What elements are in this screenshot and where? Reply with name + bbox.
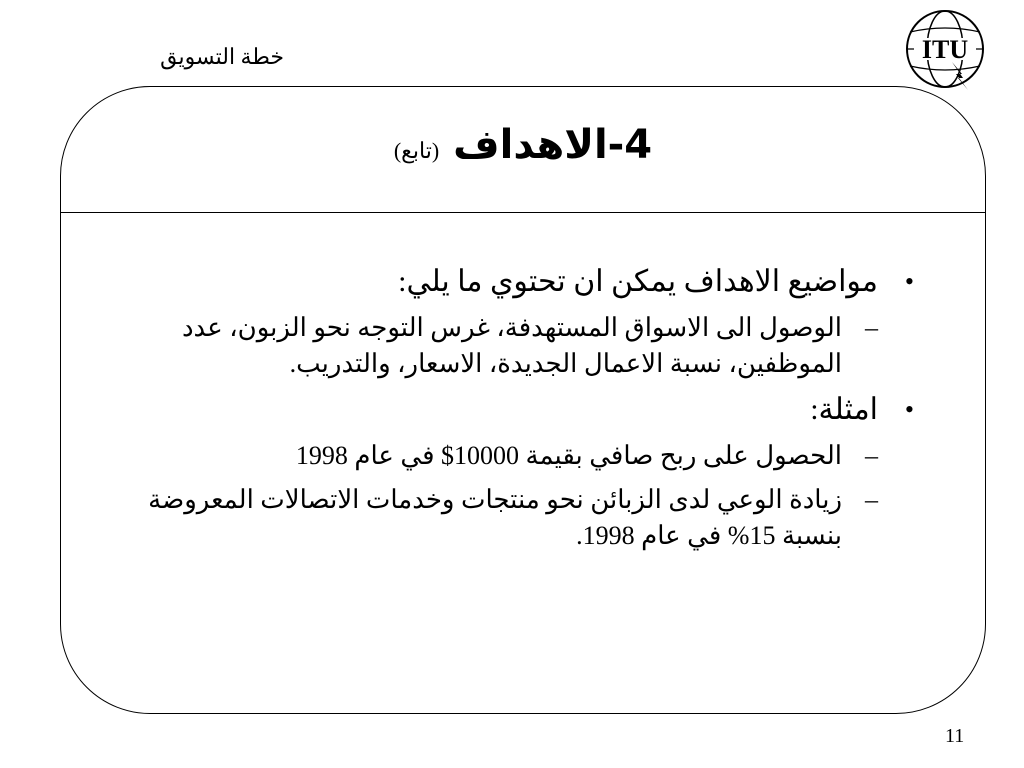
- sub-bullet-marker: –: [865, 485, 878, 514]
- sub-bullet-text: الحصول على ربح صافي بقيمة 10000$ في عام 1998: [295, 441, 842, 470]
- sub-bullet-marker: –: [865, 441, 878, 470]
- bullet-topics: [114, 262, 914, 302]
- sub-bullet-marker: –: [865, 313, 878, 342]
- title-divider: [60, 212, 986, 213]
- sub-bullet-example-awareness: [114, 482, 878, 554]
- slide-title-main: 4-الاهداف: [453, 122, 653, 168]
- sub-bullet-text: الوصول الى الاسواق المستهدفة، غرس التوجه نحو الزبون، عدد الموظفين، نسبة الاعمال الجديدة، الاسعار، والتدريب.: [181, 313, 842, 378]
- slide-title: [60, 122, 986, 168]
- header-title: خطة التسويق: [160, 44, 284, 69]
- bullet-marker: •: [904, 395, 914, 424]
- sub-bullet-text: زيادة الوعي لدى الزبائن نحو منتجات وخدمات الاتصالات المعروضة بنسبة 15% في عام 1998.: [148, 485, 842, 550]
- slide-title-sub: (تابع): [393, 138, 440, 163]
- bullet-marker: •: [904, 267, 914, 296]
- logo-text: ITU: [921, 35, 969, 64]
- bullet-text: مواضيع الاهداف يمكن ان تحتوي ما يلي:: [398, 265, 878, 298]
- itu-logo: [900, 4, 990, 94]
- sub-bullet-topics-list: [114, 310, 878, 382]
- slide-content: [114, 262, 914, 562]
- sub-bullet-example-profit: [114, 438, 878, 474]
- bullet-examples: [114, 390, 914, 430]
- page-number: 11: [945, 725, 965, 747]
- bullet-text: امثلة:: [810, 393, 878, 426]
